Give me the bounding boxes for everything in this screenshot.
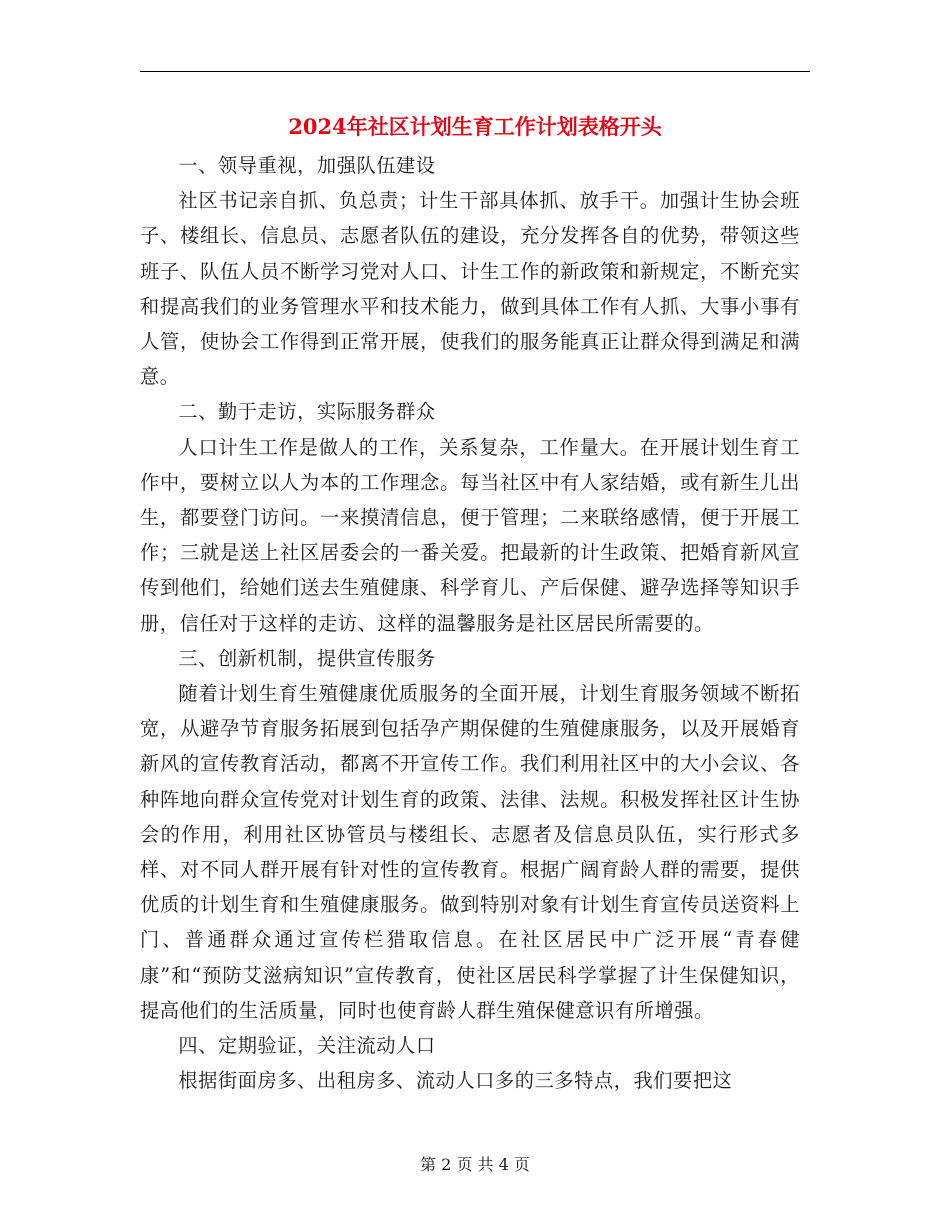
section-heading-2: 二、勤于走访，实际服务群众 [178, 400, 436, 424]
paragraph-1: 社区书记亲自抓、负总责；计生干部具体抓、放手干。加强计生协会班子、楼组长、信息员、志愿者队伍的建设，充分发挥各自的优势，带领这些班子、队伍人员不断学习党对人口、计生工作的新政策和新规定，不断充实和提高我们的业务管理水平和技术能力，做到具体工作有人抓、大事小事有人管，使协会工作得到正常开展，使我们的服务能真正让群众得到满足和满意。 [140, 189, 800, 389]
paragraph-3: 随着计划生育生殖健康优质服务的全面开展，计划生育服务领域不断拓宽，从避孕节育服务拓展到包括孕产期保健的生殖健康服务，以及开展婚育新风的宣传教育活动，都离不开宣传工作。我们利用社区中的大小会议、各种阵地向群众宣传党对计划生育的政策、法律、法规。积极发挥社区计生协会的作用，利用社区协管员与楼组长、志愿者及信息员队伍，实行形式多样、对不同人群开展有针对性的宣传教育。根据广阔育龄人群的需要，提供优质的计划生育和生殖健康服务。做到特别对象有计划生育宣传员送资料上门、普通群众通过宣传栏猎取信息。在社区居民中广泛开展“青春健康”和“预防艾滋病知识”宣传教育，使社区居民科学掌握了计生保健知识，提高他们的生活质量，同时也使育龄人群生殖保健意识有所增强。 [140, 682, 800, 1022]
paragraph-4: 根据街面房多、出租房多、流动人口多的三多特点，我们要把这 [178, 1069, 733, 1093]
document-title: 2024年社区计划生育工作计划表格开头 [288, 114, 662, 139]
header-rule [140, 71, 810, 72]
section-heading-4: 四、定期验证，关注流动人口 [178, 1034, 436, 1058]
section-heading-1: 一、领导重视，加强队伍建设 [178, 154, 436, 177]
document-body [140, 148, 800, 1098]
page-footer: 第 2 页 共 4 页 [420, 1155, 530, 1174]
paragraph-2: 人口计生工作是做人的工作，关系复杂，工作量大。在开展计划生育工作中，要树立以人为本的工作理念。每当社区中有人家结婚，或有新生儿出生，都要登门访问。一来摸清信息，便于管理；二来联络感情，便于开展工作；三就是送上社区居委会的一番关爱。把最新的计生政策、把婚育新风宣传到他们，给她们送去生殖健康、科学育儿、产后保健、避孕选择等知识手册，信任对于这样的走访、这样的温馨服务是社区居民所需要的。 [140, 435, 800, 635]
section-heading-3: 三、创新机制，提供宣传服务 [178, 646, 436, 670]
